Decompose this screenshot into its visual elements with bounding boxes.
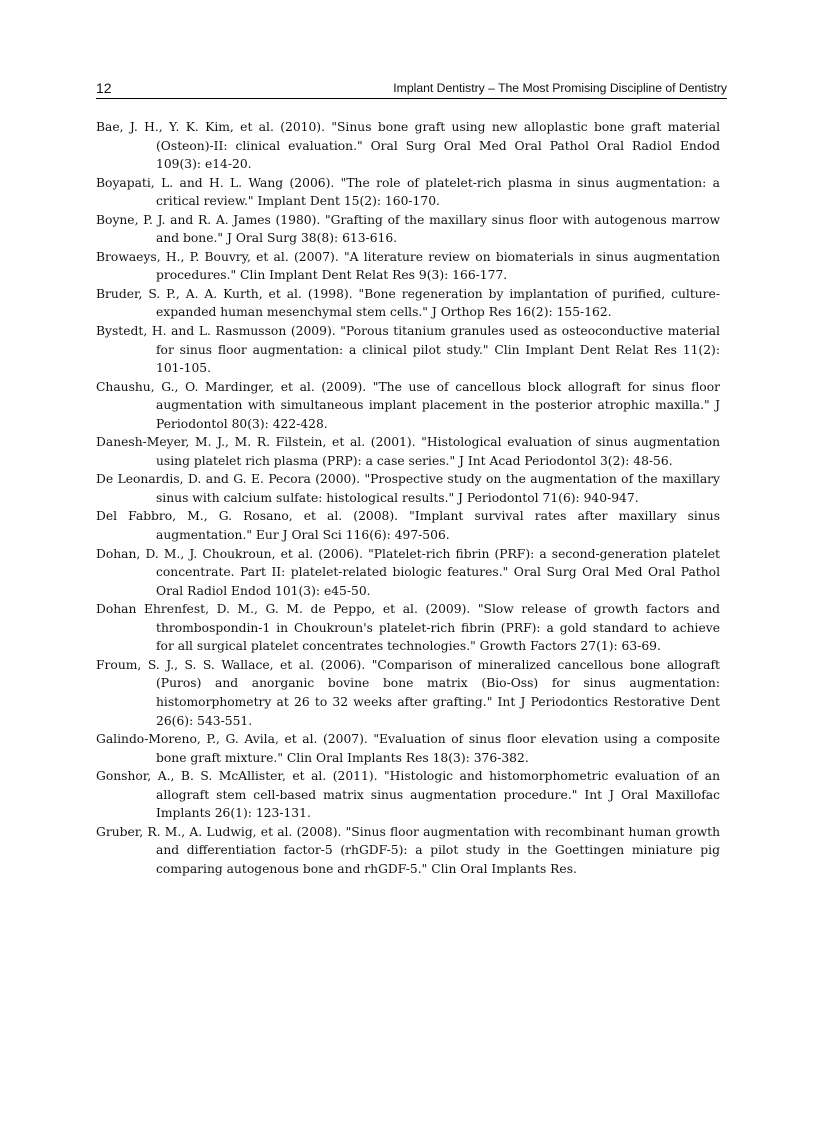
page-number: 12 <box>96 80 112 96</box>
reference-item: De Leonardis, D. and G. E. Pecora (2000). "Prospective study on the augmentation of the maxillary sinus with calcium sulfate: histological results." J Periodontol 71(6): 940-947. <box>96 472 720 505</box>
reference-item: Browaeys, H., P. Bouvry, et al. (2007). "A literature review on biomaterials in sinus augmentation procedures." Clin Implant Dent Relat Res 9(3): 166-177. <box>96 249 720 283</box>
reference-item: Gonshor, A., B. S. McAllister, et al. (2011). "Histologic and histomorphometric evaluation of an allograft stem cell-based matrix sinus augmentation procedure." Int J Oral Maxillofac Implants 26(1): 123-131. <box>96 769 720 821</box>
reference-item: Gruber, R. M., A. Ludwig, et al. (2008). "Sinus floor augmentation with recombinant human growth and differentiation factor-5 (rhGDF-5): a pilot study in the Goettingen miniature pig comparing autogenous bone and rhGDF-5." Clin Oral Implants Res. <box>96 824 720 876</box>
reference-list <box>96 118 720 878</box>
reference-item: Dohan Ehrenfest, D. M., G. M. de Peppo, et al. (2009). "Slow release of growth factors and thrombospondin-1 in Choukroun's platelet-rich fibrin (PRF): a gold standard to achieve for all surgical platelet concentrates technologies." Growth Factors 27(1): 63-69. <box>96 602 720 654</box>
reference-item: Froum, S. J., S. S. Wallace, et al. (2006). "Comparison of mineralized cancellous bone allograft (Puros) and anorganic bovine bone matrix (Bio-Oss) for sinus augmentation: histomorphometry at 26 to 32 weeks after grafting." Int J Periodontics Restorative Dent 26(6): 543-551. <box>96 657 720 728</box>
reference-item: Bystedt, H. and L. Rasmusson (2009). "Porous titanium granules used as osteoconductive material for sinus floor augmentation: a clinical pilot study." Clin Implant Dent Relat Res 11(2): 101-105. <box>96 324 720 376</box>
reference-item: Danesh-Meyer, M. J., M. R. Filstein, et al. (2001). "Histological evaluation of sinus augmentation using platelet rich plasma (PRP): a case series." J Int Acad Periodontol 3(2): 48-56. <box>96 435 720 468</box>
reference-item: Dohan, D. M., J. Choukroun, et al. (2006). "Platelet-rich fibrin (PRF): a second-generation platelet concentrate. Part II: platelet-related biologic features." Oral Surg Oral Med Oral Pathol Oral Radiol Endod 101(3): e45-50. <box>96 546 720 598</box>
reference-item: Galindo-Moreno, P., G. Avila, et al. (2007). "Evaluation of sinus floor elevation using a composite bone graft mixture." Clin Oral Implants Res 18(3): 376-382. <box>96 732 720 765</box>
reference-item: Bae, J. H., Y. K. Kim, et al. (2010). "Sinus bone graft using new alloplastic bone graft material (Osteon)-II: clinical evaluation." Oral Surg Oral Med Oral Pathol Oral Radiol Endod 109(3): e14-20. <box>96 120 720 172</box>
reference-item: Del Fabbro, M., G. Rosano, et al. (2008). "Implant survival rates after maxillary sinus augmentation." Eur J Oral Sci 116(6): 497-506. <box>96 509 720 543</box>
reference-item: Boyapati, L. and H. L. Wang (2006). "The role of platelet-rich plasma in sinus augmentation: a critical review." Implant Dent 15(2): 160-170. <box>96 175 720 209</box>
reference-item: Chaushu, G., O. Mardinger, et al. (2009). "The use of cancellous block allograft for sinus floor augmentation with simultaneous implant placement in the posterior atrophic maxilla." J Periodontol 80(3): 422-428. <box>96 379 720 431</box>
reference-item: Bruder, S. P., A. A. Kurth, et al. (1998). "Bone regeneration by implantation of purified, culture-expanded human mesenchymal stem cells." J Orthop Res 16(2): 155-162. <box>96 286 720 320</box>
page-header <box>96 80 727 99</box>
running-title: Implant Dentistry – The Most Promising Discipline of Dentistry <box>393 81 727 95</box>
reference-item: Boyne, P. J. and R. A. James (1980). "Grafting of the maxillary sinus floor with autogenous marrow and bone." J Oral Surg 38(8): 613-616. <box>96 212 720 246</box>
